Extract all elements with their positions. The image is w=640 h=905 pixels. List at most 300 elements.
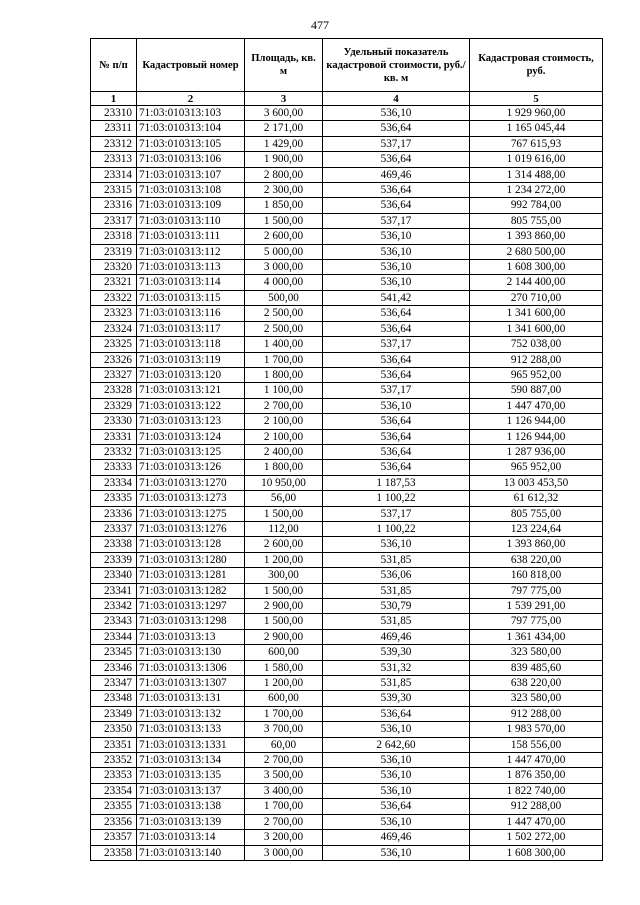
cadastral-number-cell: 71:03:010313:103: [137, 106, 245, 121]
cadastral-value-cell: 912 288,00: [470, 799, 603, 814]
cadastral-number-cell: 71:03:010313:1297: [137, 599, 245, 614]
unit-value-cell: 1 187,53: [323, 475, 470, 490]
table-row: [91, 691, 603, 706]
row-number-cell: 23354: [91, 783, 137, 798]
cadastral-value-cell: 270 710,00: [470, 290, 603, 305]
cadastral-number-cell: 71:03:010313:132: [137, 706, 245, 721]
row-number-cell: 23327: [91, 367, 137, 382]
table-row: [91, 121, 603, 136]
row-number-cell: 23313: [91, 152, 137, 167]
row-number-cell: 23321: [91, 275, 137, 290]
area-cell: 3 700,00: [245, 722, 323, 737]
cadastral-number-cell: 71:03:010313:104: [137, 121, 245, 136]
table-row: [91, 722, 603, 737]
table-row: [91, 737, 603, 752]
table-row: [91, 414, 603, 429]
area-cell: 3 400,00: [245, 783, 323, 798]
area-cell: 1 700,00: [245, 799, 323, 814]
unit-value-cell: 469,46: [323, 830, 470, 845]
cadastral-number-cell: 71:03:010313:130: [137, 645, 245, 660]
row-number-cell: 23343: [91, 614, 137, 629]
unit-value-cell: 536,10: [323, 244, 470, 259]
row-number-cell: 23333: [91, 460, 137, 475]
unit-value-cell: 531,85: [323, 676, 470, 691]
unit-value-cell: 536,10: [323, 783, 470, 798]
row-number-cell: 23351: [91, 737, 137, 752]
table-row: [91, 198, 603, 213]
unit-value-cell: 537,17: [323, 506, 470, 521]
area-cell: 300,00: [245, 568, 323, 583]
table-row: [91, 321, 603, 336]
cadastral-number-cell: 71:03:010313:123: [137, 414, 245, 429]
area-cell: 1 100,00: [245, 383, 323, 398]
row-number-cell: 23356: [91, 814, 137, 829]
table-row: [91, 660, 603, 675]
cadastral-number-cell: 71:03:010313:105: [137, 136, 245, 151]
cadastral-value-cell: 1 165 045,44: [470, 121, 603, 136]
header-area: Площадь, кв. м: [245, 39, 323, 92]
unit-value-cell: 536,64: [323, 460, 470, 475]
header-row-number: № п/п: [91, 39, 137, 92]
row-number-cell: 23310: [91, 106, 137, 121]
unit-value-cell: 536,10: [323, 229, 470, 244]
area-cell: 2 100,00: [245, 414, 323, 429]
cadastral-number-cell: 71:03:010313:1270: [137, 475, 245, 490]
area-cell: 2 400,00: [245, 444, 323, 459]
cadastral-value-cell: 805 755,00: [470, 506, 603, 521]
table-row: [91, 460, 603, 475]
unit-value-cell: 2 642,60: [323, 737, 470, 752]
cadastral-number-cell: 71:03:010313:109: [137, 198, 245, 213]
unit-value-cell: 1 100,22: [323, 521, 470, 536]
cadastral-number-cell: 71:03:010313:116: [137, 306, 245, 321]
unit-value-cell: 536,10: [323, 814, 470, 829]
row-number-cell: 23336: [91, 506, 137, 521]
unit-value-cell: 536,64: [323, 183, 470, 198]
cadastral-value-cell: 638 220,00: [470, 676, 603, 691]
row-number-cell: 23322: [91, 290, 137, 305]
area-cell: 3 500,00: [245, 768, 323, 783]
unit-value-cell: 536,64: [323, 429, 470, 444]
cadastral-value-cell: 1 876 350,00: [470, 768, 603, 783]
cadastral-number-cell: 71:03:010313:108: [137, 183, 245, 198]
row-number-cell: 23325: [91, 337, 137, 352]
area-cell: 1 500,00: [245, 583, 323, 598]
cadastral-value-cell: 1 447 470,00: [470, 753, 603, 768]
cadastral-number-cell: 71:03:010313:119: [137, 352, 245, 367]
unit-value-cell: 539,30: [323, 691, 470, 706]
area-cell: 3 000,00: [245, 260, 323, 275]
cadastral-number-cell: 71:03:010313:134: [137, 753, 245, 768]
cadastral-number-cell: 71:03:010313:114: [137, 275, 245, 290]
table-row: [91, 830, 603, 845]
table-row: [91, 290, 603, 305]
unit-value-cell: 530,79: [323, 599, 470, 614]
table-row: [91, 229, 603, 244]
column-number: 1: [91, 92, 137, 106]
cadastral-value-cell: 965 952,00: [470, 460, 603, 475]
area-cell: 1 700,00: [245, 706, 323, 721]
cadastral-number-cell: 71:03:010313:14: [137, 830, 245, 845]
area-cell: 2 800,00: [245, 167, 323, 182]
cadastral-number-cell: 71:03:010313:126: [137, 460, 245, 475]
area-cell: 2 500,00: [245, 306, 323, 321]
cadastral-number-cell: 71:03:010313:1306: [137, 660, 245, 675]
row-number-cell: 23348: [91, 691, 137, 706]
cadastral-number-cell: 71:03:010313:1273: [137, 491, 245, 506]
unit-value-cell: 536,10: [323, 537, 470, 552]
table-row: [91, 537, 603, 552]
cadastral-value-cell: 1 287 936,00: [470, 444, 603, 459]
unit-value-cell: 536,64: [323, 706, 470, 721]
cadastral-number-cell: 71:03:010313:124: [137, 429, 245, 444]
unit-value-cell: 536,64: [323, 444, 470, 459]
table-row: [91, 583, 603, 598]
unit-value-cell: 539,30: [323, 645, 470, 660]
area-cell: 600,00: [245, 691, 323, 706]
area-cell: 2 300,00: [245, 183, 323, 198]
cadastral-value-cell: 1 983 570,00: [470, 722, 603, 737]
row-number-cell: 23352: [91, 753, 137, 768]
row-number-cell: 23342: [91, 599, 137, 614]
row-number-cell: 23320: [91, 260, 137, 275]
cadastral-value-cell: 1 447 470,00: [470, 398, 603, 413]
unit-value-cell: 536,64: [323, 414, 470, 429]
table-row: [91, 398, 603, 413]
cadastral-value-cell: 638 220,00: [470, 552, 603, 567]
cadastral-value-cell: 13 003 453,50: [470, 475, 603, 490]
area-cell: 2 900,00: [245, 599, 323, 614]
row-number-cell: 23345: [91, 645, 137, 660]
row-number-cell: 23338: [91, 537, 137, 552]
row-number-cell: 23349: [91, 706, 137, 721]
cadastral-number-cell: 71:03:010313:106: [137, 152, 245, 167]
table-row: [91, 614, 603, 629]
area-cell: 10 950,00: [245, 475, 323, 490]
area-cell: 1 580,00: [245, 660, 323, 675]
table-row: [91, 768, 603, 783]
cadastral-number-cell: 71:03:010313:138: [137, 799, 245, 814]
cadastral-number-cell: 71:03:010313:135: [137, 768, 245, 783]
row-number-cell: 23330: [91, 414, 137, 429]
cadastral-number-cell: 71:03:010313:117: [137, 321, 245, 336]
cadastral-value-cell: 323 580,00: [470, 691, 603, 706]
table-body: [91, 106, 603, 861]
area-cell: 2 600,00: [245, 229, 323, 244]
area-cell: 2 600,00: [245, 537, 323, 552]
area-cell: 1 500,00: [245, 506, 323, 521]
unit-value-cell: 536,64: [323, 352, 470, 367]
area-cell: 1 700,00: [245, 352, 323, 367]
area-cell: 1 500,00: [245, 614, 323, 629]
header-cadastral-value: Кадастровая стоимость, руб.: [470, 39, 603, 92]
cadastral-value-cell: 160 818,00: [470, 568, 603, 583]
area-cell: 1 800,00: [245, 367, 323, 382]
table-row: [91, 275, 603, 290]
row-number-cell: 23346: [91, 660, 137, 675]
table-row: [91, 552, 603, 567]
unit-value-cell: 531,85: [323, 583, 470, 598]
row-number-cell: 23337: [91, 521, 137, 536]
cadastral-value-cell: 912 288,00: [470, 352, 603, 367]
unit-value-cell: 531,32: [323, 660, 470, 675]
cadastral-value-cell: 1 314 488,00: [470, 167, 603, 182]
column-number: 5: [470, 92, 603, 106]
unit-value-cell: 537,17: [323, 213, 470, 228]
row-number-cell: 23340: [91, 568, 137, 583]
unit-value-cell: 536,64: [323, 198, 470, 213]
row-number-cell: 23314: [91, 167, 137, 182]
table-row: [91, 521, 603, 536]
area-cell: 500,00: [245, 290, 323, 305]
area-cell: 1 500,00: [245, 213, 323, 228]
page-number: 477: [311, 18, 329, 32]
cadastral-value-cell: 965 952,00: [470, 367, 603, 382]
row-number-cell: 23334: [91, 475, 137, 490]
row-number-cell: 23341: [91, 583, 137, 598]
table-row: [91, 260, 603, 275]
cadastral-number-cell: 71:03:010313:140: [137, 845, 245, 860]
unit-value-cell: 536,64: [323, 306, 470, 321]
row-number-cell: 23353: [91, 768, 137, 783]
cadastral-number-cell: 71:03:010313:112: [137, 244, 245, 259]
unit-value-cell: 531,85: [323, 614, 470, 629]
area-cell: 112,00: [245, 521, 323, 536]
cadastral-number-cell: 71:03:010313:111: [137, 229, 245, 244]
table-row: [91, 306, 603, 321]
table-row: [91, 645, 603, 660]
area-cell: 1 200,00: [245, 552, 323, 567]
row-number-cell: 23347: [91, 676, 137, 691]
row-number-cell: 23328: [91, 383, 137, 398]
table-row: [91, 183, 603, 198]
row-number-cell: 23323: [91, 306, 137, 321]
cadastral-value-cell: 767 615,93: [470, 136, 603, 151]
cadastral-number-cell: 71:03:010313:113: [137, 260, 245, 275]
area-cell: 1 850,00: [245, 198, 323, 213]
cadastral-value-cell: 752 038,00: [470, 337, 603, 352]
row-number-cell: 23312: [91, 136, 137, 151]
cadastral-value-cell: 1 447 470,00: [470, 814, 603, 829]
area-cell: 3 000,00: [245, 845, 323, 860]
table-row: [91, 475, 603, 490]
table-row: [91, 106, 603, 121]
cadastral-number-cell: 71:03:010313:1298: [137, 614, 245, 629]
table-row: [91, 814, 603, 829]
table-row: [91, 599, 603, 614]
cadastral-value-table: [90, 38, 603, 861]
unit-value-cell: 541,42: [323, 290, 470, 305]
cadastral-number-cell: 71:03:010313:1281: [137, 568, 245, 583]
cadastral-number-cell: 71:03:010313:13: [137, 629, 245, 644]
area-cell: 2 700,00: [245, 814, 323, 829]
unit-value-cell: 537,17: [323, 383, 470, 398]
unit-value-cell: 469,46: [323, 167, 470, 182]
area-cell: 600,00: [245, 645, 323, 660]
cadastral-value-cell: 1 822 740,00: [470, 783, 603, 798]
cadastral-value-cell: 1 502 272,00: [470, 830, 603, 845]
cadastral-number-cell: 71:03:010313:137: [137, 783, 245, 798]
row-number-cell: 23315: [91, 183, 137, 198]
cadastral-number-cell: 71:03:010313:107: [137, 167, 245, 182]
cadastral-value-cell: 797 775,00: [470, 583, 603, 598]
unit-value-cell: 536,64: [323, 152, 470, 167]
unit-value-cell: 536,10: [323, 398, 470, 413]
table-row: [91, 799, 603, 814]
cadastral-number-cell: 71:03:010313:1275: [137, 506, 245, 521]
unit-value-cell: 536,10: [323, 845, 470, 860]
unit-value-cell: 536,10: [323, 106, 470, 121]
area-cell: 56,00: [245, 491, 323, 506]
cadastral-number-cell: 71:03:010313:131: [137, 691, 245, 706]
column-number: 4: [323, 92, 470, 106]
cadastral-value-cell: 1 341 600,00: [470, 306, 603, 321]
cadastral-value-cell: 1 539 291,00: [470, 599, 603, 614]
table-row: [91, 629, 603, 644]
row-number-cell: 23355: [91, 799, 137, 814]
cadastral-value-cell: 1 608 300,00: [470, 260, 603, 275]
row-number-cell: 23329: [91, 398, 137, 413]
cadastral-number-cell: 71:03:010313:115: [137, 290, 245, 305]
table-row: [91, 367, 603, 382]
area-cell: 1 900,00: [245, 152, 323, 167]
cadastral-value-cell: 323 580,00: [470, 645, 603, 660]
row-number-cell: 23350: [91, 722, 137, 737]
cadastral-number-cell: 71:03:010313:1280: [137, 552, 245, 567]
table-header: [91, 39, 603, 106]
cadastral-value-cell: 123 224,64: [470, 521, 603, 536]
cadastral-value-cell: 1 019 616,00: [470, 152, 603, 167]
header-cadastral-number: Кадастровый номер: [137, 39, 245, 92]
cadastral-value-cell: 992 784,00: [470, 198, 603, 213]
table-row: [91, 568, 603, 583]
table-row: [91, 706, 603, 721]
row-number-cell: 23326: [91, 352, 137, 367]
cadastral-value-cell: 839 485,60: [470, 660, 603, 675]
unit-value-cell: 469,46: [323, 629, 470, 644]
header-unit-value: Удельный показатель кадастровой стоимости, руб./кв. м: [323, 39, 470, 92]
cadastral-number-cell: 71:03:010313:139: [137, 814, 245, 829]
area-cell: 2 700,00: [245, 753, 323, 768]
cadastral-value-cell: 1 341 600,00: [470, 321, 603, 336]
table-row: [91, 845, 603, 860]
table-row: [91, 429, 603, 444]
row-number-cell: 23324: [91, 321, 137, 336]
cadastral-value-cell: 1 929 960,00: [470, 106, 603, 121]
area-cell: 1 400,00: [245, 337, 323, 352]
cadastral-value-cell: 1 608 300,00: [470, 845, 603, 860]
area-cell: 60,00: [245, 737, 323, 752]
table-row: [91, 244, 603, 259]
row-number-cell: 23344: [91, 629, 137, 644]
cadastral-value-cell: 1 393 860,00: [470, 537, 603, 552]
unit-value-cell: 536,10: [323, 753, 470, 768]
cadastral-value-cell: 1 234 272,00: [470, 183, 603, 198]
table-row: [91, 136, 603, 151]
cadastral-number-cell: 71:03:010313:121: [137, 383, 245, 398]
cadastral-number-cell: 71:03:010313:125: [137, 444, 245, 459]
area-cell: 1 200,00: [245, 676, 323, 691]
table-row: [91, 676, 603, 691]
unit-value-cell: 1 100,22: [323, 491, 470, 506]
cadastral-number-cell: 71:03:010313:1331: [137, 737, 245, 752]
cadastral-number-cell: 71:03:010313:122: [137, 398, 245, 413]
cadastral-value-cell: 61 612,32: [470, 491, 603, 506]
table-row: [91, 167, 603, 182]
unit-value-cell: 536,10: [323, 275, 470, 290]
row-number-cell: 23335: [91, 491, 137, 506]
cadastral-number-cell: 71:03:010313:110: [137, 213, 245, 228]
row-number-cell: 23316: [91, 198, 137, 213]
table-row: [91, 753, 603, 768]
row-number-cell: 23319: [91, 244, 137, 259]
cadastral-value-cell: 2 680 500,00: [470, 244, 603, 259]
cadastral-value-cell: 1 126 944,00: [470, 429, 603, 444]
cadastral-number-cell: 71:03:010313:120: [137, 367, 245, 382]
area-cell: 1 800,00: [245, 460, 323, 475]
unit-value-cell: 536,10: [323, 722, 470, 737]
unit-value-cell: 537,17: [323, 136, 470, 151]
area-cell: 2 900,00: [245, 629, 323, 644]
table-row: [91, 491, 603, 506]
area-cell: 3 600,00: [245, 106, 323, 121]
cadastral-number-cell: 71:03:010313:1307: [137, 676, 245, 691]
unit-value-cell: 537,17: [323, 337, 470, 352]
cadastral-number-cell: 71:03:010313:128: [137, 537, 245, 552]
row-number-cell: 23331: [91, 429, 137, 444]
table-row: [91, 506, 603, 521]
cadastral-value-cell: 805 755,00: [470, 213, 603, 228]
cadastral-number-cell: 71:03:010313:1276: [137, 521, 245, 536]
cadastral-value-cell: 1 393 860,00: [470, 229, 603, 244]
area-cell: 2 100,00: [245, 429, 323, 444]
area-cell: 5 000,00: [245, 244, 323, 259]
cadastral-value-cell: 1 126 944,00: [470, 414, 603, 429]
table-row: [91, 383, 603, 398]
cadastral-number-cell: 71:03:010313:133: [137, 722, 245, 737]
column-number: 3: [245, 92, 323, 106]
row-number-cell: 23311: [91, 121, 137, 136]
cadastral-value-cell: 590 887,00: [470, 383, 603, 398]
cadastral-value-cell: 797 775,00: [470, 614, 603, 629]
area-cell: 2 700,00: [245, 398, 323, 413]
row-number-cell: 23339: [91, 552, 137, 567]
area-cell: 3 200,00: [245, 830, 323, 845]
row-number-cell: 23357: [91, 830, 137, 845]
unit-value-cell: 536,64: [323, 121, 470, 136]
cadastral-number-cell: 71:03:010313:118: [137, 337, 245, 352]
cadastral-value-cell: 158 556,00: [470, 737, 603, 752]
table-row: [91, 337, 603, 352]
unit-value-cell: 531,85: [323, 552, 470, 567]
area-cell: 2 500,00: [245, 321, 323, 336]
cadastral-value-cell: 912 288,00: [470, 706, 603, 721]
unit-value-cell: 536,64: [323, 367, 470, 382]
unit-value-cell: 536,64: [323, 321, 470, 336]
table-row: [91, 352, 603, 367]
area-cell: 2 171,00: [245, 121, 323, 136]
area-cell: 1 429,00: [245, 136, 323, 151]
cadastral-value-cell: 1 361 434,00: [470, 629, 603, 644]
row-number-cell: 23332: [91, 444, 137, 459]
unit-value-cell: 536,06: [323, 568, 470, 583]
area-cell: 4 000,00: [245, 275, 323, 290]
row-number-cell: 23318: [91, 229, 137, 244]
table-row: [91, 444, 603, 459]
cadastral-number-cell: 71:03:010313:1282: [137, 583, 245, 598]
unit-value-cell: 536,64: [323, 799, 470, 814]
table-row: [91, 783, 603, 798]
